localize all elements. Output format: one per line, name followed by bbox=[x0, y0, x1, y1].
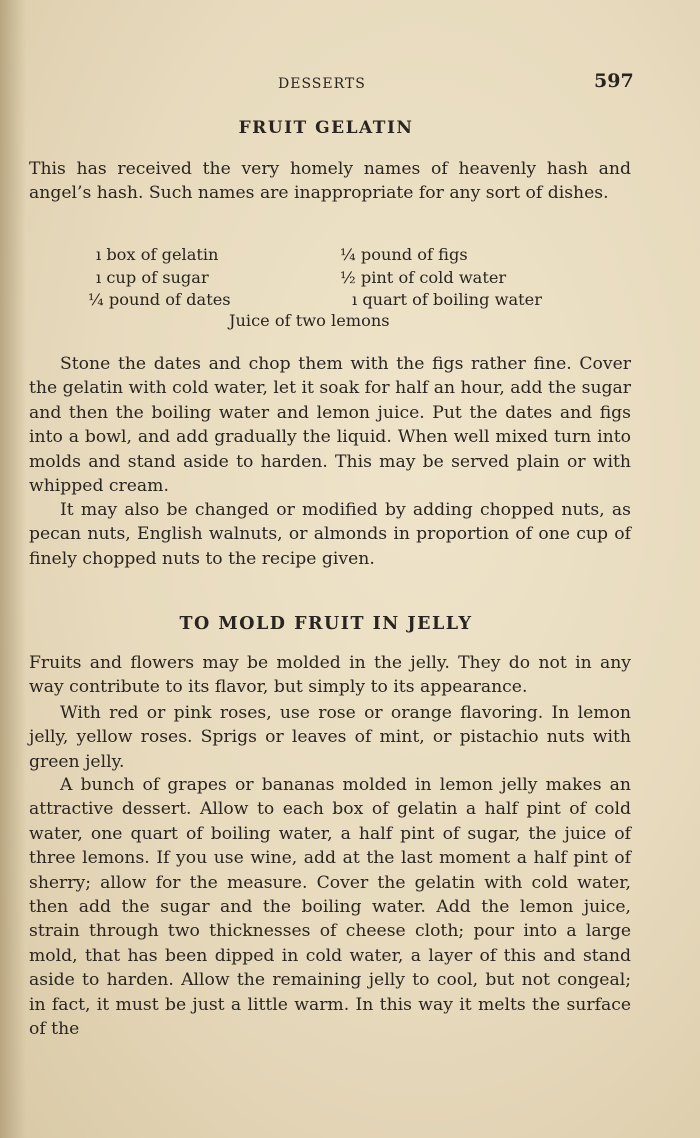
page-number: 597 bbox=[594, 70, 634, 92]
running-head: DESSERTS bbox=[278, 76, 366, 92]
ingredient-item: ¼ pound of figs bbox=[340, 245, 468, 264]
ingredient-item: ½ pint of cold water bbox=[340, 268, 507, 287]
section-title-fruit-gelatin: FRUIT GELATIN bbox=[238, 118, 414, 138]
ingredient-item: ı box of gelatin bbox=[96, 245, 219, 264]
ingredient-item: Juice of two lemons bbox=[229, 311, 390, 330]
ingredient-item: ı quart of boiling water bbox=[352, 290, 542, 309]
ingredient-item: ı cup of sugar bbox=[96, 268, 209, 287]
section-title-mold-fruit: TO MOLD FRUIT IN JELLY bbox=[179, 614, 473, 634]
method-paragraph: Stone the dates and chop them with the figs rather fine. Cover the gelatin with cold water, let it soak for half an hour, add the sugar and then the boiling water and lemon juice. Put the dates and figs into a bowl, and add gradually the liquid. When well mixed turn into molds and stand aside to harden. This may be served plain or with whipped cream. bbox=[29, 354, 631, 497]
variation-paragraph: It may also be changed or modified by adding chopped nuts, as pecan nuts, English walnuts, or almonds in proportion of one cup of finely chopped nuts to the recipe given. bbox=[29, 500, 631, 569]
body-paragraph: With red or pink roses, use rose or orange flavoring. In lemon jelly, yellow roses. Sprigs or leaves of mint, or pistachio nuts with green jelly. bbox=[29, 703, 631, 772]
page-gutter-shadow bbox=[0, 0, 26, 1138]
intro-paragraph: This has received the very homely names of heavenly hash and angel’s hash. Such names are inappropriate for any sort of dishes. bbox=[29, 159, 631, 204]
ingredient-list bbox=[0, 241, 700, 337]
body-paragraph: A bunch of grapes or bananas molded in lemon jelly makes an attractive dessert. Allow to each box of gelatin a half pint of cold water, one quart of boiling water, a half pint of sugar, the juice of three lemons. If you use wine, add at the last moment a half pint of sherry; allow for the measure. Cover the gelatin with cold water, then add the sugar and the boiling water. Add the lemon juice, strain through two thicknesses of cheese cloth; pour into a large mold, that has been dipped in cold water, a layer of this and stand aside to harden. Allow the remaining jelly to cool, but not congeal; in fact, it must be just a little warm. In this way it melts the surface of the bbox=[29, 775, 631, 1040]
ingredient-item: ¼ pound of dates bbox=[88, 290, 231, 309]
page-header bbox=[0, 70, 700, 100]
body-paragraph: Fruits and flowers may be molded in the jelly. They do not in any way contribute to its flavor, but simply to its appearance. bbox=[29, 653, 631, 698]
